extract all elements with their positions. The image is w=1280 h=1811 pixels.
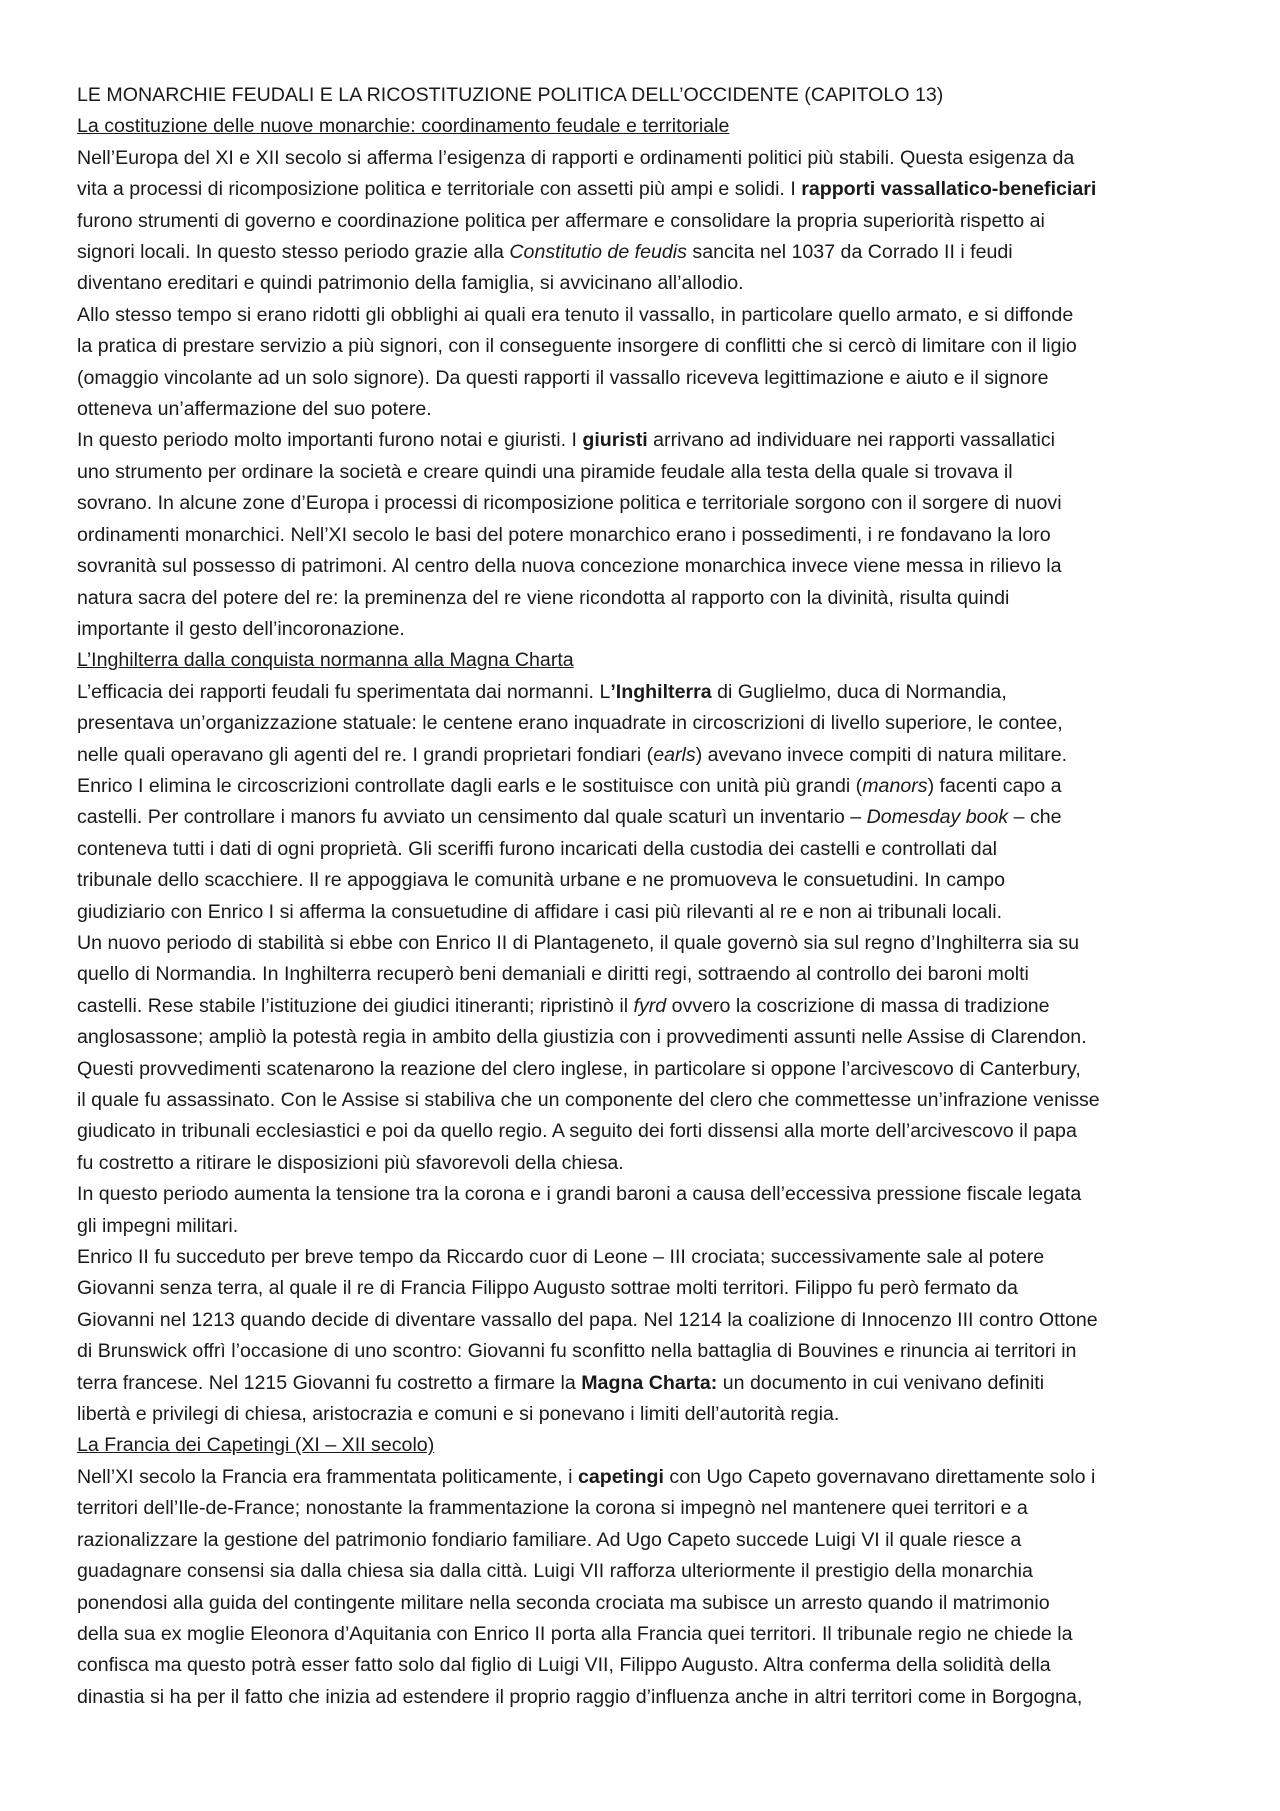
text-line	[77, 1085, 1207, 1116]
text-line	[77, 1022, 1207, 1053]
text-line	[77, 174, 1207, 205]
text-run: Un nuovo periodo di stabilità si ebbe con Enrico II di Plantageneto, il quale governò sia sul regno d’Inghilterra sia su	[77, 931, 1080, 954]
text-line	[77, 1211, 1207, 1242]
text-run: ) facenti capo a	[927, 774, 1062, 797]
text-line	[77, 394, 1207, 425]
text-line	[77, 551, 1207, 582]
text-line	[77, 425, 1207, 456]
text-run: furono strumenti di governo e coordinazione politica per affermare e consolidare la propria superiorità rispetto ai	[77, 209, 1045, 232]
text-run: signori locali. In questo stesso periodo grazie alla	[77, 241, 510, 264]
text-run: arrivano ad individuare nei rapporti vassallatici	[647, 429, 1056, 452]
text-run: vita a processi di ricomposizione politica e territoriale con assetti più ampi e solidi. I	[77, 178, 802, 201]
text-line	[77, 457, 1207, 488]
text-line	[77, 834, 1207, 865]
text-line	[77, 300, 1207, 331]
text-run: castelli. Per controllare i manors fu avviato un censimento dal quale scaturì un inventario –	[77, 806, 867, 829]
text-run: terra francese. Nel 1215 Giovanni fu costretto a firmare la	[77, 1371, 582, 1394]
text-run: otteneva un’affermazione del suo potere.	[77, 398, 432, 421]
text-line	[77, 1493, 1207, 1524]
text-run: sancita nel 1037 da Corrado II i feudi	[686, 241, 1013, 264]
text-run: Giovanni senza terra, al quale il re di Francia Filippo Augusto sottrae molti territori. Filippo fu però fermato da	[77, 1277, 1018, 1300]
section-text	[77, 677, 1207, 1431]
bold-text: capetingi	[577, 1465, 664, 1488]
text-run: di Guglielmo, duca di Normandia,	[711, 680, 1007, 703]
section-heading: La Francia dei Capetingi (XI – XII secolo)	[77, 1434, 435, 1457]
text-run: libertà e privilegi di chiesa, aristocrazia e comuni e si ponevano i limiti dell’autorità regia.	[77, 1403, 840, 1426]
section-text	[77, 143, 1207, 646]
text-run: importante il gesto dell’incoronazione.	[77, 617, 405, 640]
text-run: ) avevano invece compiti di natura militare.	[695, 743, 1068, 766]
bold-text: giuristi	[582, 429, 648, 452]
text-line	[77, 143, 1207, 174]
italic-text: fyrd	[633, 994, 667, 1017]
text-run: – che	[1008, 806, 1062, 829]
text-line	[77, 1650, 1207, 1681]
text-run: dinastia si ha per il fatto che inizia ad estendere il proprio raggio d’influenza anche in altri territori come in Borgogna,	[77, 1685, 1083, 1708]
text-run: Nell’Europa del XI e XII secolo si afferma l’esigenza di rapporti e ordinamenti politici più stabili. Questa esigenza da	[77, 146, 1075, 169]
italic-text: manors	[862, 774, 928, 797]
text-line	[77, 865, 1207, 896]
text-line	[77, 1588, 1207, 1619]
text-run: uno strumento per ordinare la società e creare quindi una piramide feudale alla testa della quale si trovava il	[77, 460, 1013, 483]
text-run: tribunale dello scacchiere. Il re appoggiava le comunità urbane e ne promuoveva le consuetudini. In campo	[77, 869, 1006, 892]
text-run: ovvero la coscrizione di massa di tradizione	[666, 994, 1050, 1017]
text-run: presentava un’organizzazione statuale: le centene erano inquadrate in circoscrizioni di livello superiore, le contee,	[77, 712, 1063, 735]
text-line	[77, 991, 1207, 1022]
text-line	[77, 363, 1207, 394]
text-line	[77, 488, 1207, 519]
text-run: In questo periodo aumenta la tensione tra la corona e i grandi baroni a causa dell’eccessiva pressione fiscale legata	[77, 1183, 1082, 1206]
document-title: LE MONARCHIE FEUDALI E LA RICOSTITUZIONE POLITICA DELL’OCCIDENTE (CAPITOLO 13)	[77, 84, 944, 106]
text-line	[77, 802, 1207, 833]
text-line	[77, 1054, 1207, 1085]
text-run: anglosassone; ampliò la potestà regia in ambito della giustizia con i provvedimenti assunti nelle Assise di Clarendon.	[77, 1026, 1087, 1049]
italic-text: Domesday book	[866, 806, 1009, 829]
text-run: il quale fu assassinato. Con le Assise si stabiliva che un componente del clero che commettesse un’infrazione venisse	[77, 1089, 1100, 1111]
bold-text: rapporti vassallatico-beneficiari	[801, 178, 1097, 201]
text-line	[77, 614, 1207, 645]
text-run: con Ugo Capeto governavano direttamente solo i	[663, 1465, 1096, 1488]
text-line	[77, 1148, 1207, 1179]
text-line	[77, 206, 1207, 237]
text-run: Giovanni nel 1213 quando decide di diventare vassallo del papa. Nel 1214 la coalizione di Innocenzo III contro Ottone	[77, 1308, 1098, 1331]
section-heading: L’Inghilterra dalla conquista normanna alla Magna Charta	[77, 649, 574, 672]
text-run: ordinamenti monarchici. Nell’XI secolo le basi del potere monarchico erano i possedimenti, i re fondavano la loro	[77, 523, 1051, 546]
text-line	[77, 1305, 1207, 1336]
section-heading: La costituzione delle nuove monarchie: coordinamento feudale e territoriale	[77, 115, 730, 138]
text-run: natura sacra del potere del re: la preminenza del re viene ricondotta al rapporto con la divinità, risulta quindi	[77, 586, 1010, 609]
text-run: territori dell’Ile-de-France; nonostante la frammentazione la corona si impegnò nel mantenere quei territori e a	[77, 1497, 1028, 1520]
text-line	[77, 959, 1207, 990]
text-line	[77, 897, 1207, 928]
text-run: ponendosi alla guida del contingente militare nella seconda crociata ma subisce un arresto quando il matrimonio	[77, 1591, 1050, 1614]
text-run: Nell’XI secolo la Francia era frammentata politicamente, i	[77, 1465, 578, 1488]
text-line	[77, 1462, 1207, 1493]
text-run: sovranità sul possesso di patrimoni. Al centro della nuova concezione monarchica invece viene messa in rilievo la	[77, 555, 1062, 578]
text-line	[77, 1399, 1207, 1430]
text-run: la pratica di prestare servizio a più signori, con il conseguente insorgere di conflitti che si cercò di limitare con il ligio	[77, 335, 1077, 358]
text-line	[77, 237, 1207, 268]
text-line	[77, 771, 1207, 802]
text-run: gli impegni militari.	[77, 1214, 239, 1237]
text-run: quello di Normandia. In Inghilterra recuperò beni demaniali e diritti regi, sottraendo al controllo dei baroni molti	[77, 963, 1029, 986]
text-line	[77, 1525, 1207, 1556]
text-run: Questi provvedimenti scatenarono la reazione del clero inglese, in particolare si oppone l’arcivescovo di Canterbury,	[77, 1057, 1081, 1080]
text-run: (omaggio vincolante ad un solo signore). Da questi rapporti il vassallo riceveva legittimazione e aiuto e il signore	[77, 366, 1049, 389]
text-line	[77, 1368, 1207, 1399]
text-run: conteneva tutti i dati di ogni proprietà. Gli sceriffi furono incaricati della custodia dei castelli e controllati dal	[77, 837, 997, 860]
document-page	[77, 80, 1207, 1713]
bold-text: ’Inghilterra	[610, 680, 712, 703]
text-run: di Brunswick offrì l’occasione di uno scontro: Giovanni fu sconfitto nella battaglia di Bouvines e rinuncia ai territori in	[77, 1340, 1077, 1363]
text-run: confisca ma questo potrà esser fatto solo dal figlio di Luigi VII, Filippo Augusto. Altra conferma della solidità della	[77, 1654, 1051, 1677]
text-line	[77, 1116, 1207, 1147]
text-run: In questo periodo molto importanti furono notai e giuristi. I	[77, 429, 583, 452]
text-line	[77, 1242, 1207, 1273]
text-run: diventano ereditari e quindi patrimonio della famiglia, si avvicinano all’allodio.	[77, 272, 744, 295]
italic-text: Constitutio de feudis	[509, 241, 687, 264]
text-run: giudiziario con Enrico I si afferma la consuetudine di affidare i casi più rilevanti al re e non ai tribunali locali.	[77, 900, 1003, 923]
text-line	[77, 740, 1207, 771]
italic-text: earls	[653, 743, 696, 766]
text-line	[77, 928, 1207, 959]
text-run: Allo stesso tempo si erano ridotti gli obblighi ai quali era tenuto il vassallo, in particolare quello armato, e si diffonde	[77, 303, 1074, 326]
text-run: nelle quali operavano gli agenti del re. I grandi proprietari fondiari (	[77, 743, 654, 766]
text-run: Enrico II fu succeduto per breve tempo da Riccardo cuor di Leone – III crociata; successivamente sale al potere	[77, 1246, 1045, 1269]
document-body	[77, 111, 1207, 1713]
text-run: castelli. Rese stabile l’istituzione dei giudici itineranti; ripristinò il	[77, 994, 634, 1017]
bold-text: Magna Charta:	[581, 1371, 718, 1394]
text-run: della sua ex moglie Eleonora d’Aquitania con Enrico II porta alla Francia quei territori. Il tribunale regio ne chiede la	[77, 1622, 1073, 1645]
text-line	[77, 331, 1207, 362]
text-line	[77, 1336, 1207, 1367]
text-run: razionalizzare la gestione del patrimonio fondiario familiare. Ad Ugo Capeto succede Luigi VI il quale riesce a	[77, 1528, 1022, 1551]
text-line	[77, 1619, 1207, 1650]
text-run: guadagnare consensi sia dalla chiesa sia dalla città. Luigi VII rafforza ulteriormente il prestigio della monarchia	[77, 1560, 1033, 1583]
text-line	[77, 520, 1207, 551]
text-run: sovrano. In alcune zone d’Europa i processi di ricomposizione politica e territoriale sorgono con il sorgere di nuovi	[77, 492, 1062, 515]
text-run: L’efficacia dei rapporti feudali fu sperimentata dai normanni. L	[77, 680, 611, 703]
text-run: fu costretto a ritirare le disposizioni più sfavorevoli della chiesa.	[77, 1151, 624, 1174]
text-line	[77, 1179, 1207, 1210]
section-text	[77, 1462, 1207, 1713]
text-line	[77, 677, 1207, 708]
text-run: giudicato in tribunali ecclesiastici e poi da quello regio. A seguito dei forti dissensi alla morte dell’arcivescovo il papa	[77, 1120, 1077, 1143]
text-run: un documento in cui venivano definiti	[717, 1371, 1045, 1394]
text-line	[77, 583, 1207, 614]
text-line	[77, 708, 1207, 739]
text-line	[77, 1556, 1207, 1587]
text-line	[77, 1682, 1207, 1713]
text-line	[77, 268, 1207, 299]
text-line	[77, 1273, 1207, 1304]
text-run: Enrico I elimina le circoscrizioni controllate dagli earls e le sostituisce con unità più grandi (	[77, 774, 863, 797]
